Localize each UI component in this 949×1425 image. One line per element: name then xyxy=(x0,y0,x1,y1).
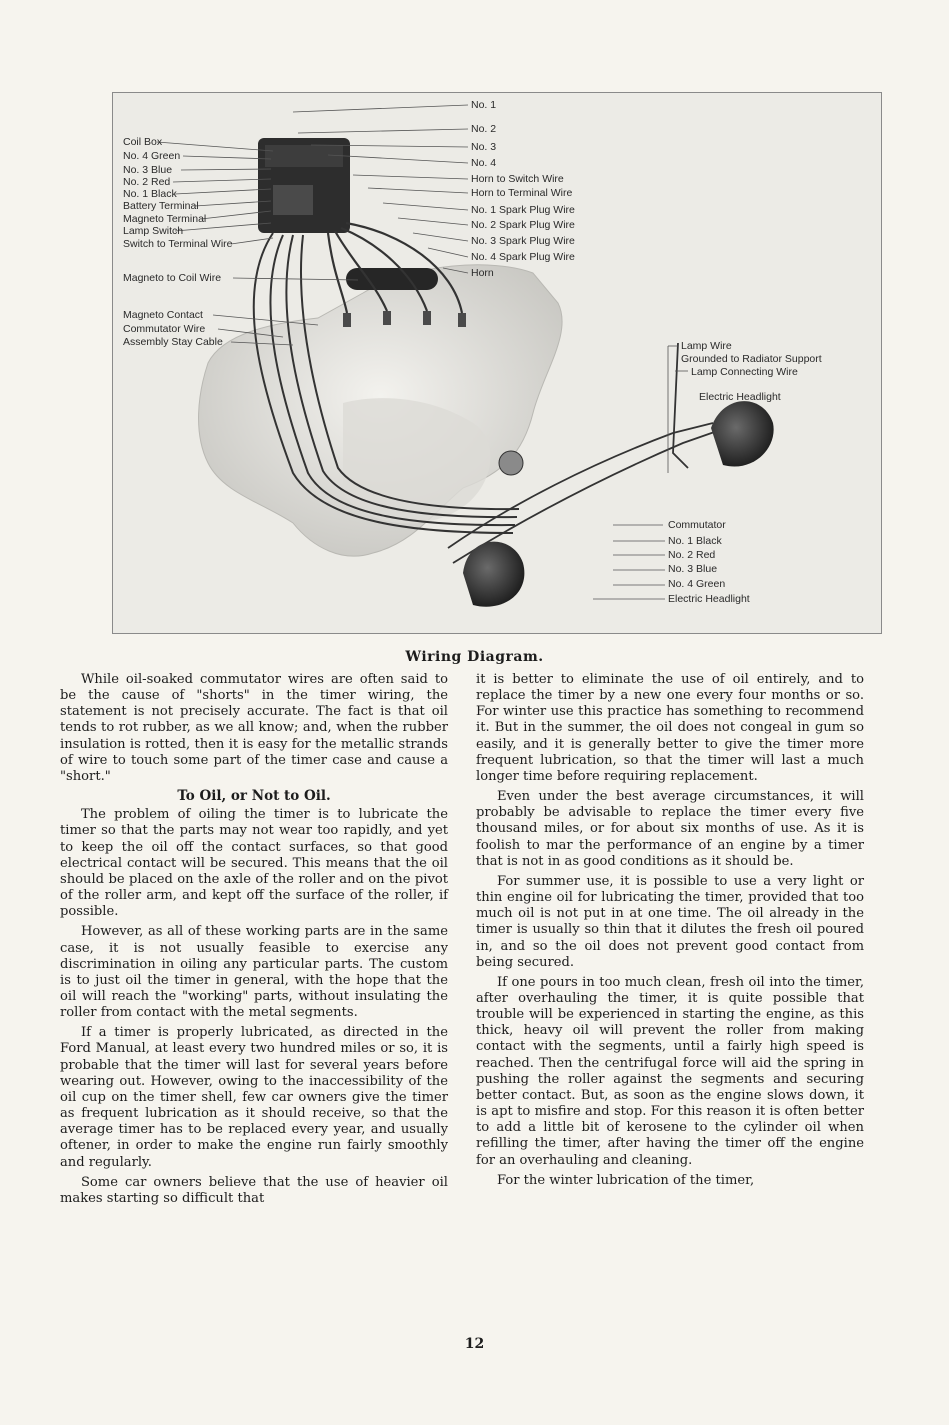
label-no1-black: No. 1 Black xyxy=(123,188,177,200)
left-column xyxy=(60,672,448,1207)
label-no3-blue: No. 3 Blue xyxy=(123,164,173,176)
label-lamp-connecting-wire: Lamp Connecting Wire xyxy=(691,366,798,378)
label-stay-cable: Assembly Stay Cable xyxy=(123,336,223,348)
label-no4: No. 4 xyxy=(471,157,497,169)
label-battery-terminal: Battery Terminal xyxy=(123,200,199,212)
label-switch-terminal-wire: Switch to Terminal Wire xyxy=(123,238,233,250)
wiring-diagram-figure xyxy=(112,92,882,634)
right-paragraph-1: it is better to eliminate the use of oil entirely, and to replace the timer by a new one every four months or so. For winter use this practice has something to recommend it. But in the summer, the oil does not congeal in gum so easily, and it is generally better to give the timer more frequent lubrication, so that the timer will last a much longer time before requiring replacement. xyxy=(476,672,864,784)
label-no2: No. 2 xyxy=(471,123,497,135)
figure-caption: Wiring Diagram. xyxy=(405,649,544,665)
label-electric-headlight-bottom: Electric Headlight xyxy=(668,593,750,605)
label-bottom-no2-red: No. 2 Red xyxy=(668,549,716,561)
label-no3: No. 3 xyxy=(471,141,497,153)
commutator xyxy=(499,451,523,475)
page-number: 12 xyxy=(464,1336,485,1352)
label-no2-red: No. 2 Red xyxy=(123,176,171,188)
label-no4-green: No. 4 Green xyxy=(123,150,181,162)
section-heading: To Oil, or Not to Oil. xyxy=(177,788,331,805)
horn xyxy=(346,268,438,290)
label-spark-plug-wire-1: No. 1 Spark Plug Wire xyxy=(471,204,575,216)
left-paragraph-2: The problem of oiling the timer is to lubricate the timer so that the parts may not wear too rapidly, and yet to keep the oil off the contact surfaces, so that good electrical contact will be secured. This means that the oil should be placed on the axle of the roller and on the pivot of the roller arm, and kept off the surface of the roller, if possible. xyxy=(60,807,448,920)
label-lamp-switch: Lamp Switch xyxy=(123,225,184,237)
right-paragraph-2: Even under the best average circumstances, it will probably be advisable to replace the timer every five thousand miles, or for about six months of use. As it is foolish to mar the performance of an engine by a timer that is not in as good conditions as it should be. xyxy=(476,789,864,869)
right-column xyxy=(476,672,864,1189)
left-paragraph-5: Some car owners believe that the use of heavier oil makes starting so difficult that xyxy=(60,1174,448,1206)
label-commutator-wire: Commutator Wire xyxy=(123,323,206,335)
label-lamp-wire: Lamp Wire xyxy=(681,340,732,352)
right-paragraph-5: For the winter lubrication of the timer, xyxy=(496,1172,755,1188)
left-paragraph-4: If a timer is properly lubricated, as directed in the Ford Manual, at least every two hundred miles or so, it is probable that the timer will last for several years before wearing out. However, owing to the inaccessibility of the oil cup on the timer shell, few car owners give the timer as frequent lubrication as it should receive, so that the average timer has to be replaced every year, and usually oftener, in order to make the engine run fairly smoothly and regularly. xyxy=(60,1025,448,1170)
label-spark-plug-wire-3: No. 3 Spark Plug Wire xyxy=(471,235,575,247)
label-coil-box: Coil Box xyxy=(123,136,163,148)
label-spark-plug-wire-2: No. 2 Spark Plug Wire xyxy=(471,219,575,231)
right-paragraph-3: For summer use, it is possible to use a very light or thin engine oil for lubricating the timer, provided that too much oil is not put in at one time. The oil already in the timer is usually so thin that it dilutes the fresh oil poured in, and so the oil does not prevent good contact from being secured. xyxy=(476,873,864,970)
label-electric-headlight-top: Electric Headlight xyxy=(699,391,781,403)
label-horn: Horn xyxy=(471,267,494,279)
headlight-left xyxy=(463,542,524,607)
label-spark-plug-wire-4: No. 4 Spark Plug Wire xyxy=(471,251,575,263)
label-horn-switch-wire: Horn to Switch Wire xyxy=(471,173,564,185)
label-grounded-radiator: Grounded to Radiator Support xyxy=(681,353,822,365)
label-horn-terminal-wire: Horn to Terminal Wire xyxy=(471,187,573,199)
left-paragraph-3: However, as all of these working parts are in the same case, it is not usually feasible to exercise any discrimination in oiling any particular parts. The custom is to just oil the timer in general, with the hope that the oil will reach the "working" parts, without insulating the roller from contact with the metal segments. xyxy=(60,924,448,1021)
label-magneto-contact: Magneto Contact xyxy=(123,309,203,321)
label-no1: No. 1 xyxy=(471,99,497,111)
headlight-right xyxy=(711,401,774,466)
right-paragraph-4: If one pours in too much clean, fresh oil into the timer, after overhauling the timer, it is quite possible that trouble will be experienced in starting the engine, as this thick, heavy oil will prevent the roller from making contact with the segments, until a fairly high speed is reached. Then the centrifugal force will aid the spring in pushing the roller against the segments and securing better contact. But, as soon as the engine slows down, it is apt to misfire and stop. For this reason it is often better to add a little bit of kerosene to the cylinder oil when refilling the timer, after having the timer off the engine for an overhauling and cleaning. xyxy=(476,974,864,1168)
left-paragraph-1: While oil-soaked commutator wires are often said to be the cause of "shorts" in the timer wiring, the statement is not precisely accurate. The fact is that oil tends to rot rubber, as we all know; and, when the rubber insulation is rotted, then it is easy for the metallic strands of wire to touch some part of the timer case and cause a "short." xyxy=(60,672,448,784)
label-bottom-no1-black: No. 1 Black xyxy=(668,535,722,547)
label-magneto-coil-wire: Magneto to Coil Wire xyxy=(123,272,222,284)
label-commutator: Commutator xyxy=(668,519,726,531)
label-magneto-terminal: Magneto Terminal xyxy=(123,213,207,225)
label-bottom-no3-blue: No. 3 Blue xyxy=(668,563,718,575)
label-bottom-no4-green: No. 4 Green xyxy=(668,578,726,590)
